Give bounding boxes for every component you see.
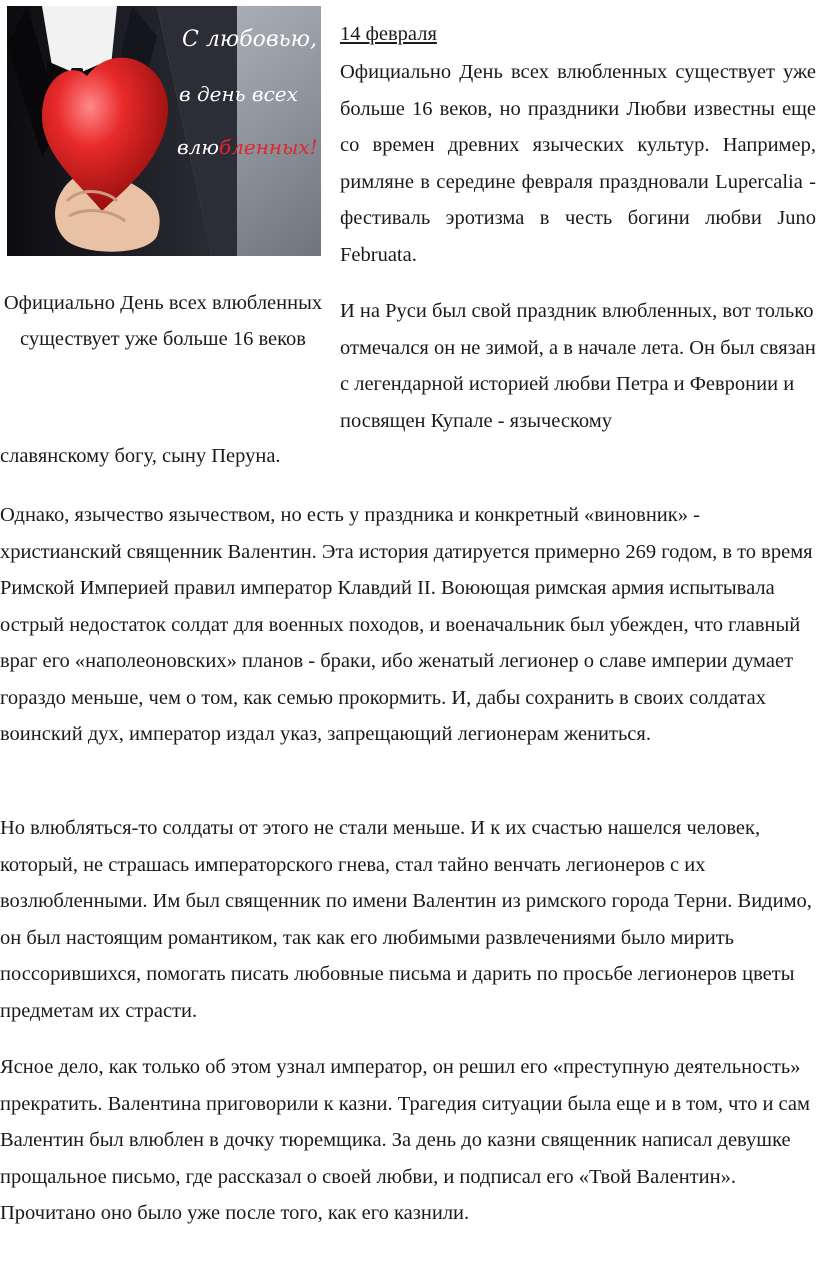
valentine-image bbox=[7, 6, 321, 256]
figure-caption: Официально День всех влюбленных существует уже больше 16 веков bbox=[3, 291, 323, 350]
paragraph-valentine-romantic: Но влюбляться-то солдаты от этого не стали меньше. И к их счастью нашелся человек, который, не страшась императорского гнева, стал тайно венчать легионеров с их возлюбленными. Им был священник по имени Валентин из римского города Терни. Видимо, он был настоящим романтиком, так как его любимыми развлечениями было мирить поссорившихся, помогать писать любовные письма и дарить по просьбе легионеров цветы предметам их страсти. bbox=[0, 817, 812, 1022]
paragraph-intro: Официально День всех влюбленных существует уже больше 16 веков, но праздники Любви известны еще со времен древних языческих культур. Например, римляне в середине февраля праздновали Lupercalia - фестиваль эротизма в честь богини любви Juno Februata. bbox=[340, 61, 816, 266]
image-lettering-line-3: влюбленных! bbox=[177, 135, 318, 159]
paragraph-rus-part-1: И на Руси был свой праздник влюбленных, вот только отмечался он не зимой, а в начале лета. Он был связан с легендарной историей любви Петра и Февронии и посвящен Купале - языческому bbox=[340, 300, 816, 432]
date-heading: 14 февраля bbox=[340, 22, 437, 45]
image-lettering-line-2: в день всех bbox=[179, 82, 298, 106]
image-lettering-line-1: С любовью, bbox=[182, 27, 318, 52]
paragraph-rus-part-2: славянскому богу, сыну Перуна. bbox=[0, 445, 281, 467]
paragraph-valentine-execution: Ясное дело, как только об этом узнал император, он решил его «преступную деятельность» прекратить. Валентина приговорили к казни. Трагедия ситуации была еще и в том, что и сам Валентин был влюблен в дочку тюремщика. За день до казни священник написал девушке прощальное письмо, где рассказал о своей любви, и подписал его «Твой Валентин». Прочитано оно было уже после того, как его казнили. bbox=[0, 1056, 810, 1224]
valentine-illustration bbox=[7, 6, 321, 256]
paragraph-valentine-history: Однако, язычество язычеством, но есть у праздника и конкретный «виновник» - христианский священник Валентин. Эта история датируется примерно 269 годом, в то время Римской Империей правил император Клавдий II. Воюющая римская армия испытывала острый недостаток солдат для военных походов, и военачальник был убежден, что главный враг его «наполеоновских» планов - браки, ибо женатый легионер о славе империи думает гораздо меньше, чем о том, как семью прокормить. И, дабы сохранить в своих солдатах воинский дух, император издал указ, запрещающий легионерам жениться. bbox=[0, 504, 813, 745]
